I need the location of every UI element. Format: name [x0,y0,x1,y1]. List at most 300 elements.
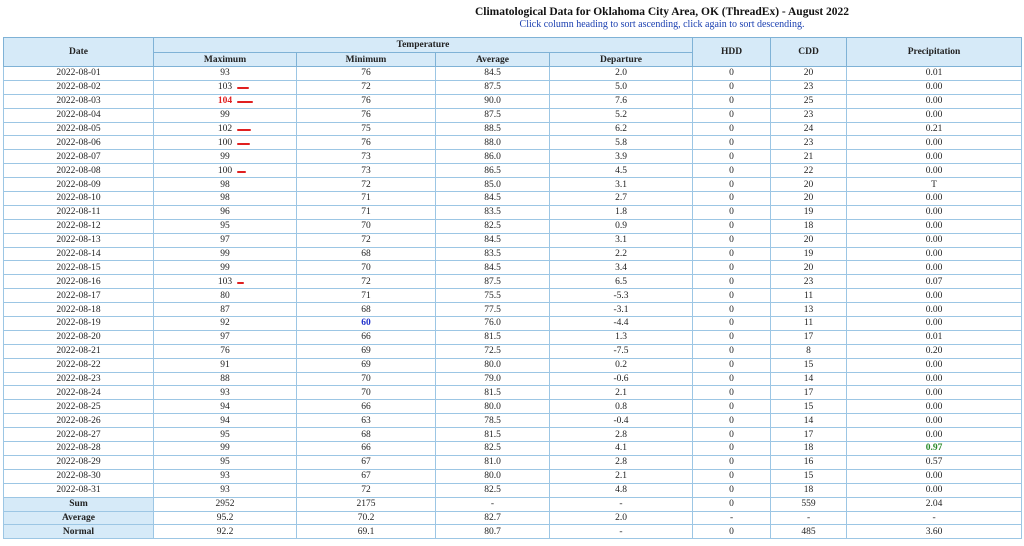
table-row [4,469,1022,483]
maximum-cell: 91 [154,358,297,372]
departure-cell: 5.8 [550,136,693,150]
hdd-cell: 0 [693,428,771,442]
date-cell: 2022-08-14 [4,247,154,261]
departure-cell: 4.5 [550,164,693,178]
departure-cell: -4.4 [550,317,693,331]
date-cell: 2022-08-07 [4,150,154,164]
minimum-cell: 69 [297,344,436,358]
date-cell: 2022-08-13 [4,233,154,247]
departure-cell: 0.8 [550,400,693,414]
minimum-cell: 72 [297,178,436,192]
cdd-cell: 14 [771,372,847,386]
hdd-cell: 0 [693,80,771,94]
average-cell: 77.5 [436,303,550,317]
minimum-cell: 67 [297,455,436,469]
hdd-cell: 0 [693,164,771,178]
hdd-cell: 0 [693,150,771,164]
average-cell: 88.5 [436,122,550,136]
minimum-cell: 70 [297,219,436,233]
table-row [4,136,1022,150]
maximum-summary-cell: 2952 [154,497,297,511]
summary-row [4,497,1022,511]
date-cell: 2022-08-15 [4,261,154,275]
minimum-cell: 60 [297,317,436,331]
table-row [4,289,1022,303]
departure-cell: 5.0 [550,80,693,94]
date-cell: 2022-08-05 [4,122,154,136]
maximum-column-header[interactable]: Maximum [154,53,297,67]
cdd-cell: 15 [771,469,847,483]
hdd-cell: 0 [693,108,771,122]
maximum-cell: 95 [154,428,297,442]
table-row [4,67,1022,81]
minimum-cell: 66 [297,400,436,414]
average-cell: 78.5 [436,414,550,428]
precipitation-cell: T [847,178,1022,192]
date-cell: 2022-08-28 [4,442,154,456]
minimum-cell: 70 [297,372,436,386]
precipitation-cell: 0.01 [847,330,1022,344]
precipitation-summary-cell: 3.60 [847,525,1022,539]
average-cell: 72.5 [436,344,550,358]
date-cell: 2022-08-16 [4,275,154,289]
average-cell: 85.0 [436,178,550,192]
table-row [4,414,1022,428]
date-cell: 2022-08-30 [4,469,154,483]
average-cell: 81.0 [436,455,550,469]
date-cell: 2022-08-02 [4,80,154,94]
minimum-cell: 72 [297,233,436,247]
maximum-cell: 94 [154,414,297,428]
cdd-cell: 16 [771,455,847,469]
minimum-cell: 63 [297,414,436,428]
departure-cell: 0.2 [550,358,693,372]
maximum-cell: 103 [154,80,297,94]
minimum-cell: 76 [297,67,436,81]
maximum-cell: 98 [154,192,297,206]
minimum-cell: 70 [297,386,436,400]
hdd-cell: 0 [693,372,771,386]
table-row [4,164,1022,178]
cdd-cell: 18 [771,483,847,497]
hdd-cell: 0 [693,94,771,108]
red-underline-mark [237,143,250,145]
maximum-cell: 87 [154,303,297,317]
hdd-summary-cell: - [693,511,771,525]
minimum-summary-cell: 2175 [297,497,436,511]
precipitation-cell: 0.00 [847,94,1022,108]
hdd-cell: 0 [693,247,771,261]
average-cell: 84.5 [436,192,550,206]
minimum-cell: 71 [297,205,436,219]
minimum-cell: 67 [297,469,436,483]
departure-cell: 2.2 [550,247,693,261]
maximum-cell: 104 [154,94,297,108]
cdd-cell: 11 [771,317,847,331]
minimum-cell: 72 [297,80,436,94]
cdd-cell: 18 [771,219,847,233]
average-cell: 82.5 [436,219,550,233]
minimum-cell: 68 [297,428,436,442]
cdd-cell: 20 [771,261,847,275]
maximum-summary-cell: 95.2 [154,511,297,525]
average-cell: 86.5 [436,164,550,178]
summary-label: Sum [4,497,154,511]
hdd-column-header[interactable]: HDD [693,38,771,67]
maximum-cell: 99 [154,108,297,122]
maximum-cell: 99 [154,247,297,261]
red-underline-mark [237,171,246,173]
minimum-cell: 69 [297,358,436,372]
hdd-cell: 0 [693,233,771,247]
precipitation-cell: 0.00 [847,372,1022,386]
precipitation-cell: 0.00 [847,386,1022,400]
maximum-cell: 98 [154,178,297,192]
table-row [4,428,1022,442]
summary-row [4,525,1022,539]
precipitation-cell: 0.00 [847,483,1022,497]
precipitation-column-header[interactable]: Precipitation [847,38,1022,67]
minimum-cell: 66 [297,330,436,344]
maximum-cell: 94 [154,400,297,414]
precipitation-cell: 0.00 [847,414,1022,428]
maximum-cell: 97 [154,330,297,344]
table-row [4,150,1022,164]
hdd-cell: 0 [693,192,771,206]
cdd-cell: 23 [771,275,847,289]
date-cell: 2022-08-17 [4,289,154,303]
average-cell: 82.5 [436,483,550,497]
hdd-cell: 0 [693,303,771,317]
precipitation-cell: 0.00 [847,108,1022,122]
departure-summary-cell: - [550,497,693,511]
hdd-cell: 0 [693,358,771,372]
precipitation-cell: 0.21 [847,122,1022,136]
summary-label: Normal [4,525,154,539]
maximum-cell: 100 [154,136,297,150]
departure-cell: 3.9 [550,150,693,164]
maximum-cell: 99 [154,261,297,275]
departure-cell: -5.3 [550,289,693,303]
hdd-cell: 0 [693,178,771,192]
date-cell: 2022-08-06 [4,136,154,150]
maximum-summary-cell: 92.2 [154,525,297,539]
minimum-cell: 76 [297,136,436,150]
precipitation-cell: 0.00 [847,192,1022,206]
maximum-cell: 92 [154,317,297,331]
red-underline-mark [237,101,253,103]
departure-cell: 1.3 [550,330,693,344]
cdd-cell: 17 [771,428,847,442]
cdd-cell: 23 [771,136,847,150]
hdd-cell: 0 [693,414,771,428]
table-row [4,261,1022,275]
page-title: Climatological Data for Oklahoma City Area, OK (ThreadEx) - August 2022 [474,6,850,18]
departure-cell: 7.6 [550,94,693,108]
cdd-column-header[interactable]: CDD [771,38,847,67]
hdd-cell: 0 [693,261,771,275]
cdd-cell: 22 [771,164,847,178]
minimum-cell: 73 [297,150,436,164]
cdd-cell: 21 [771,150,847,164]
hdd-cell: 0 [693,219,771,233]
maximum-cell: 102 [154,122,297,136]
minimum-cell: 76 [297,108,436,122]
hdd-cell: 0 [693,386,771,400]
date-cell: 2022-08-23 [4,372,154,386]
average-summary-cell: 80.7 [436,525,550,539]
precipitation-cell: 0.00 [847,150,1022,164]
average-column-header[interactable]: Average [436,53,550,67]
average-cell: 84.5 [436,261,550,275]
hdd-cell: 0 [693,205,771,219]
average-cell: 76.0 [436,317,550,331]
cdd-cell: 25 [771,94,847,108]
cdd-cell: 23 [771,80,847,94]
hdd-cell: 0 [693,400,771,414]
average-cell: 81.5 [436,386,550,400]
departure-cell: 2.7 [550,192,693,206]
average-cell: 87.5 [436,80,550,94]
minimum-cell: 71 [297,192,436,206]
average-summary-cell: - [436,497,550,511]
hdd-cell: 0 [693,275,771,289]
cdd-cell: 15 [771,358,847,372]
departure-cell: 2.8 [550,455,693,469]
date-cell: 2022-08-29 [4,455,154,469]
precipitation-cell: 0.00 [847,247,1022,261]
minimum-summary-cell: 70.2 [297,511,436,525]
table-row [4,192,1022,206]
summary-rows [4,497,1022,539]
departure-cell: -3.1 [550,303,693,317]
hdd-cell: 0 [693,122,771,136]
cdd-cell: 20 [771,233,847,247]
hdd-cell: 0 [693,483,771,497]
table-row [4,344,1022,358]
departure-cell: 1.8 [550,205,693,219]
date-cell: 2022-08-21 [4,344,154,358]
maximum-cell: 97 [154,233,297,247]
maximum-cell: 80 [154,289,297,303]
cdd-cell: 20 [771,67,847,81]
cdd-summary-cell: - [771,511,847,525]
departure-cell: 4.1 [550,442,693,456]
precipitation-cell: 0.00 [847,358,1022,372]
hdd-cell: 0 [693,317,771,331]
cdd-cell: 24 [771,122,847,136]
precipitation-cell: 0.00 [847,164,1022,178]
date-column-header[interactable]: Date [4,38,154,67]
cdd-cell: 19 [771,205,847,219]
minimum-cell: 72 [297,275,436,289]
table-row [4,178,1022,192]
precipitation-cell: 0.00 [847,400,1022,414]
hdd-cell: 0 [693,442,771,456]
hdd-cell: 0 [693,67,771,81]
date-cell: 2022-08-20 [4,330,154,344]
departure-cell: -7.5 [550,344,693,358]
minimum-cell: 66 [297,442,436,456]
cdd-cell: 19 [771,247,847,261]
precipitation-cell: 0.00 [847,233,1022,247]
date-cell: 2022-08-26 [4,414,154,428]
maximum-cell: 93 [154,469,297,483]
date-cell: 2022-08-27 [4,428,154,442]
maximum-cell: 95 [154,455,297,469]
maximum-cell: 93 [154,386,297,400]
average-cell: 84.5 [436,233,550,247]
precipitation-summary-cell: 2.04 [847,497,1022,511]
date-cell: 2022-08-18 [4,303,154,317]
red-underline-mark [237,282,244,284]
departure-summary-cell: - [550,525,693,539]
average-cell: 82.5 [436,442,550,456]
cdd-cell: 17 [771,386,847,400]
average-cell: 80.0 [436,358,550,372]
departure-summary-cell: 2.0 [550,511,693,525]
average-cell: 84.5 [436,67,550,81]
cdd-cell: 18 [771,442,847,456]
cdd-cell: 20 [771,178,847,192]
departure-cell: 6.5 [550,275,693,289]
average-cell: 81.5 [436,330,550,344]
climate-table [3,37,1022,539]
precipitation-cell: 0.00 [847,261,1022,275]
average-cell: 75.5 [436,289,550,303]
date-cell: 2022-08-24 [4,386,154,400]
departure-cell: 2.0 [550,67,693,81]
table-row [4,372,1022,386]
maximum-cell: 100 [154,164,297,178]
table-row [4,303,1022,317]
hdd-summary-cell: 0 [693,525,771,539]
date-cell: 2022-08-08 [4,164,154,178]
precipitation-cell: 0.57 [847,455,1022,469]
table-row [4,122,1022,136]
maximum-cell: 99 [154,442,297,456]
minimum-cell: 75 [297,122,436,136]
hdd-cell: 0 [693,344,771,358]
average-cell: 87.5 [436,275,550,289]
average-cell: 83.5 [436,247,550,261]
maximum-cell: 76 [154,344,297,358]
precipitation-cell: 0.00 [847,303,1022,317]
cdd-summary-cell: 485 [771,525,847,539]
average-cell: 86.0 [436,150,550,164]
table-row [4,275,1022,289]
date-cell: 2022-08-09 [4,178,154,192]
hdd-cell: 0 [693,469,771,483]
date-cell: 2022-08-25 [4,400,154,414]
maximum-cell: 95 [154,219,297,233]
departure-cell: 3.1 [550,233,693,247]
date-cell: 2022-08-19 [4,317,154,331]
cdd-cell: 20 [771,192,847,206]
cdd-cell: 17 [771,330,847,344]
cdd-cell: 14 [771,414,847,428]
minimum-cell: 72 [297,483,436,497]
departure-cell: 2.1 [550,386,693,400]
table-row [4,94,1022,108]
daily-rows [4,67,1022,498]
table-row [4,108,1022,122]
precipitation-cell: 0.00 [847,219,1022,233]
minimum-cell: 76 [297,94,436,108]
precipitation-cell: 0.00 [847,428,1022,442]
date-cell: 2022-08-22 [4,358,154,372]
hdd-summary-cell: 0 [693,497,771,511]
average-cell: 81.5 [436,428,550,442]
precipitation-cell: 0.00 [847,289,1022,303]
precipitation-cell: 0.20 [847,344,1022,358]
red-underline-mark [237,129,251,131]
precipitation-cell: 0.97 [847,442,1022,456]
departure-column-header[interactable]: Departure [550,53,693,67]
average-cell: 90.0 [436,94,550,108]
average-cell: 83.5 [436,205,550,219]
table-row [4,330,1022,344]
date-cell: 2022-08-01 [4,67,154,81]
hdd-cell: 0 [693,330,771,344]
precipitation-cell: 0.00 [847,469,1022,483]
maximum-cell: 103 [154,275,297,289]
precipitation-cell: 0.00 [847,80,1022,94]
date-cell: 2022-08-12 [4,219,154,233]
cdd-cell: 13 [771,303,847,317]
minimum-cell: 73 [297,164,436,178]
average-summary-cell: 82.7 [436,511,550,525]
maximum-cell: 93 [154,483,297,497]
precipitation-summary-cell: - [847,511,1022,525]
precipitation-cell: 0.00 [847,205,1022,219]
maximum-cell: 93 [154,67,297,81]
table-row [4,442,1022,456]
summary-row [4,511,1022,525]
departure-cell: 3.4 [550,261,693,275]
hdd-cell: 0 [693,455,771,469]
table-row [4,358,1022,372]
table-row [4,317,1022,331]
departure-cell: -0.4 [550,414,693,428]
table-row [4,219,1022,233]
date-cell: 2022-08-11 [4,205,154,219]
minimum-column-header[interactable]: Minimum [297,53,436,67]
date-cell: 2022-08-04 [4,108,154,122]
table-row [4,205,1022,219]
departure-cell: 2.8 [550,428,693,442]
maximum-cell: 96 [154,205,297,219]
date-cell: 2022-08-03 [4,94,154,108]
summary-label: Average [4,511,154,525]
hdd-cell: 0 [693,289,771,303]
departure-cell: 6.2 [550,122,693,136]
maximum-cell: 99 [154,150,297,164]
maximum-cell: 88 [154,372,297,386]
table-row [4,400,1022,414]
cdd-cell: 8 [771,344,847,358]
table-row [4,80,1022,94]
cdd-cell: 15 [771,400,847,414]
departure-cell: 0.9 [550,219,693,233]
temperature-group-header: Temperature [154,38,693,53]
date-cell: 2022-08-31 [4,483,154,497]
departure-cell: 2.1 [550,469,693,483]
cdd-cell: 23 [771,108,847,122]
departure-cell: 3.1 [550,178,693,192]
average-cell: 80.0 [436,400,550,414]
precipitation-cell: 0.00 [847,317,1022,331]
